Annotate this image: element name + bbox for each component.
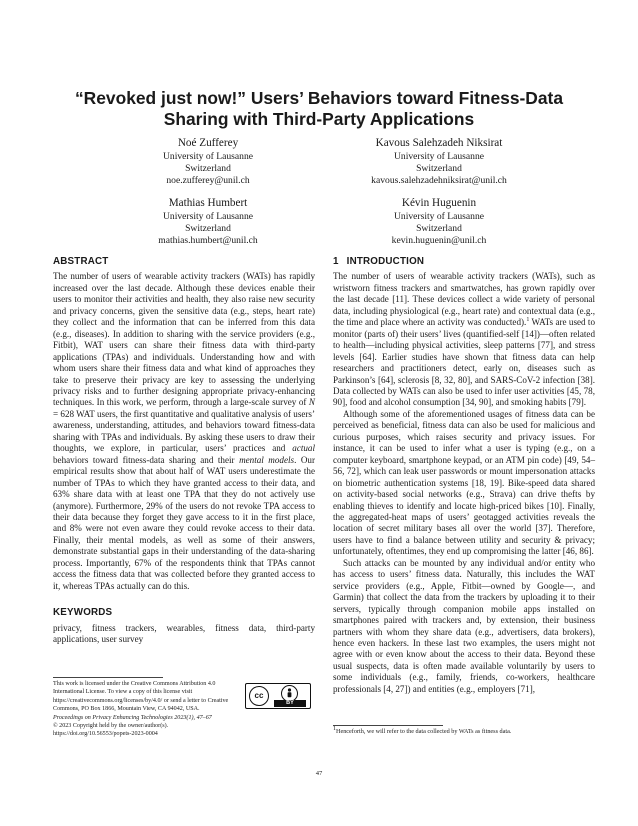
author-block-4	[324, 197, 554, 248]
author-name: Kavous Salehzadeh Niksirat	[375, 137, 503, 149]
divider	[333, 725, 443, 726]
paper-title	[40, 88, 598, 130]
copyright-line: © 2023 Copyright held by the owner/author(s).	[53, 723, 169, 730]
intro-paragraph-2: Although some of the aforementioned usages of fitness data can be perceived as beneficial, fitness data can also be used for malicious and curious purposes, which raises security and privacy issues. For instance, it can be used to infer what a user is typing (e.g., on a computer keyboard, smartphone keypad, or an ATM pin code) [49, 54–56, 72], which can leak user passwords or mount impersonation attacks on biometric authentication systems [18, 19]. Bike-speed data shared on activity-based social networks (e.g., Strava) can drive thefts by enabling thieves to identify and locate high-priced bikes [10]. Finally, the aggregated-heat maps of users’ geotagged activities reveals the location of secret military bases all over the world [37]. Therefore, users have to find a balance between utility and security & privacy; unfortunately, oftentimes, they end up compromising the latter [46, 86].	[333, 408, 595, 557]
abstract-text: The number of users of wearable activity trackers (WATs) has rapidly increased over the last decade. Although these devices enable their users to monitor their activities and health, they also raise new security and privacy concerns, given the sensitive data (e.g., steps, heart rate) they collect and the information that can be inferred from this data (e.g., diseases). In addition to sharing with the service providers (e.g., Fitbit), WAT users can share their fitness data with third-party applications (TPAs) and individuals. Understanding how and with whom users share their fitness data and what kind of approaches they take to preserve their privacy are key to assessing the underlying privacy risks and to further designing appropriate privacy-enhancing techniques. In this work, we perform, through a large-scale survey of N = 628 WAT users, the first quantitative and qualitative analysis of users’ awareness, understanding, attitudes, and behaviors toward fitness-data sharing with TPAs and individuals. By asking these users to draw their thoughts, we explore, in particular, users’ practices and actual behaviors toward fitness-data sharing and their mental models. Our empirical results show that about half of WAT users underestimate the number of TPAs to which they have granted access to their data, and 63% share data with at least one TPA that they do not actively use (anymore). Furthermore, 29% of the users do not revoke TPA access to their data because they forget they gave access to it in the first place, and 8% were not even aware they could revoke access to their data. Finally, their mental models, as well as some of their answers, demonstrate substantial gaps in their understanding of the data-sharing process. Importantly, 67% of the respondents think that TPAs cannot access the fitness data that was collected before they granted access to it, whereas TPAs actually can do this.	[53, 271, 315, 591]
author-block-3	[93, 197, 323, 248]
author-country: Switzerland	[185, 162, 231, 174]
author-email[interactable]: kevin.huguenin@unil.ch	[391, 235, 487, 247]
left-column	[53, 256, 315, 646]
author-email[interactable]: noe.zufferey@unil.ch	[166, 175, 250, 187]
keywords-text: privacy, fitness trackers, wearables, fitness data, third-party applications, user survey	[53, 622, 315, 645]
intro-paragraph-1: The number of users of wearable activity trackers (WATs), such as wristworn fitness trackers and smartwatches, has grown rapidly over the last decade [11]. These devices collect a wide variety of personal data, including physiological (e.g., heart rate) and contextual data (e.g., the time and place where an activity was conducted).$^1$ WATs are used to monitor (parts of) their users’ lives (quantified-self [14])—often related to health—including physical activities, sleep patterns [77], and stress levels [64]. Earlier studies have shown that fitness data can help researchers and practitioners detect, early on, diseases such as Parkinson’s [64], sclerosis [8, 32, 80], and SARS-CoV-2 infection [38]. Data collected by WATs can also be used to infer user activities [45, 78, 90], food and alcohol consumption [34, 90], and smoking habits [79].	[333, 271, 595, 408]
cc-by-badge-icon[interactable]: cc BY	[245, 683, 311, 709]
license-text: This work is licensed under the Creative Commons Attribution 4.0 International License. To view a copy of this license visit https://creativecommons.org/licenses/by/4.0/ or send a letter to Creative Commons, PO Box 1866, Mountain View, CA 94042, USA.	[53, 681, 229, 713]
page-number: 47	[315, 770, 323, 777]
intro-paragraph-3: Such attacks can be mounted by any individual and/or entity who has access to users’ fitness data. Naturally, this includes the WAT service providers (e.g., Apple, Fitbit—owned by Google—, and Garmin) that collect the data from the trackers by uploading it to their servers, typically through companion mobile apps installed on smartphones paired with trackers and, by extension, their business partners with whom they share data (e.g., advertisers, data brokers), hence even hackers. In these last two examples, the users might not agree with or even know about the access to their data. Beyond these usual suspects, data is often made available voluntarily by users to some individuals (e.g., family, friends, co-workers, healthcare professionals [4, 27]) and entities (e.g., employers [71],	[333, 557, 595, 694]
introduction-heading: 1 INTRODUCTION	[333, 256, 425, 267]
keywords-heading: KEYWORDS	[53, 607, 113, 619]
author-name: Noé Zufferey	[177, 137, 239, 149]
author-country: Switzerland	[185, 222, 231, 234]
title-line-2: Sharing with Third-Party Applications	[163, 109, 475, 129]
title-line-1: “Revoked just now!” Users’ Behaviors toward Fitness-Data	[74, 88, 564, 108]
author-block-2	[324, 137, 554, 188]
right-column	[333, 256, 595, 695]
abstract-heading: ABSTRACT	[53, 256, 109, 267]
author-country: Switzerland	[416, 222, 462, 234]
venue-line: Proceedings on Privacy Enhancing Technologies 2023(1), 47–67	[53, 714, 212, 721]
doi-link[interactable]: https://doi.org/10.56553/popets-2023-0004	[53, 731, 158, 738]
author-name: Kévin Huguenin	[401, 197, 477, 209]
author-email[interactable]: kavous.salehzadehniksirat@unil.ch	[371, 175, 507, 187]
author-affiliation: University of Lausanne	[393, 150, 485, 162]
author-affiliation: University of Lausanne	[162, 150, 254, 162]
author-email[interactable]: mathias.humbert@unil.ch	[158, 235, 258, 247]
divider	[53, 677, 163, 678]
footnote: $^1$Henceforth, we will refer to the data collected by WATs as fitness data.	[333, 725, 512, 735]
author-name: Mathias Humbert	[168, 197, 248, 209]
author-affiliation: University of Lausanne	[162, 210, 254, 222]
author-block-1	[93, 137, 323, 188]
author-affiliation: University of Lausanne	[393, 210, 485, 222]
license-block	[53, 680, 315, 739]
author-country: Switzerland	[416, 162, 462, 174]
